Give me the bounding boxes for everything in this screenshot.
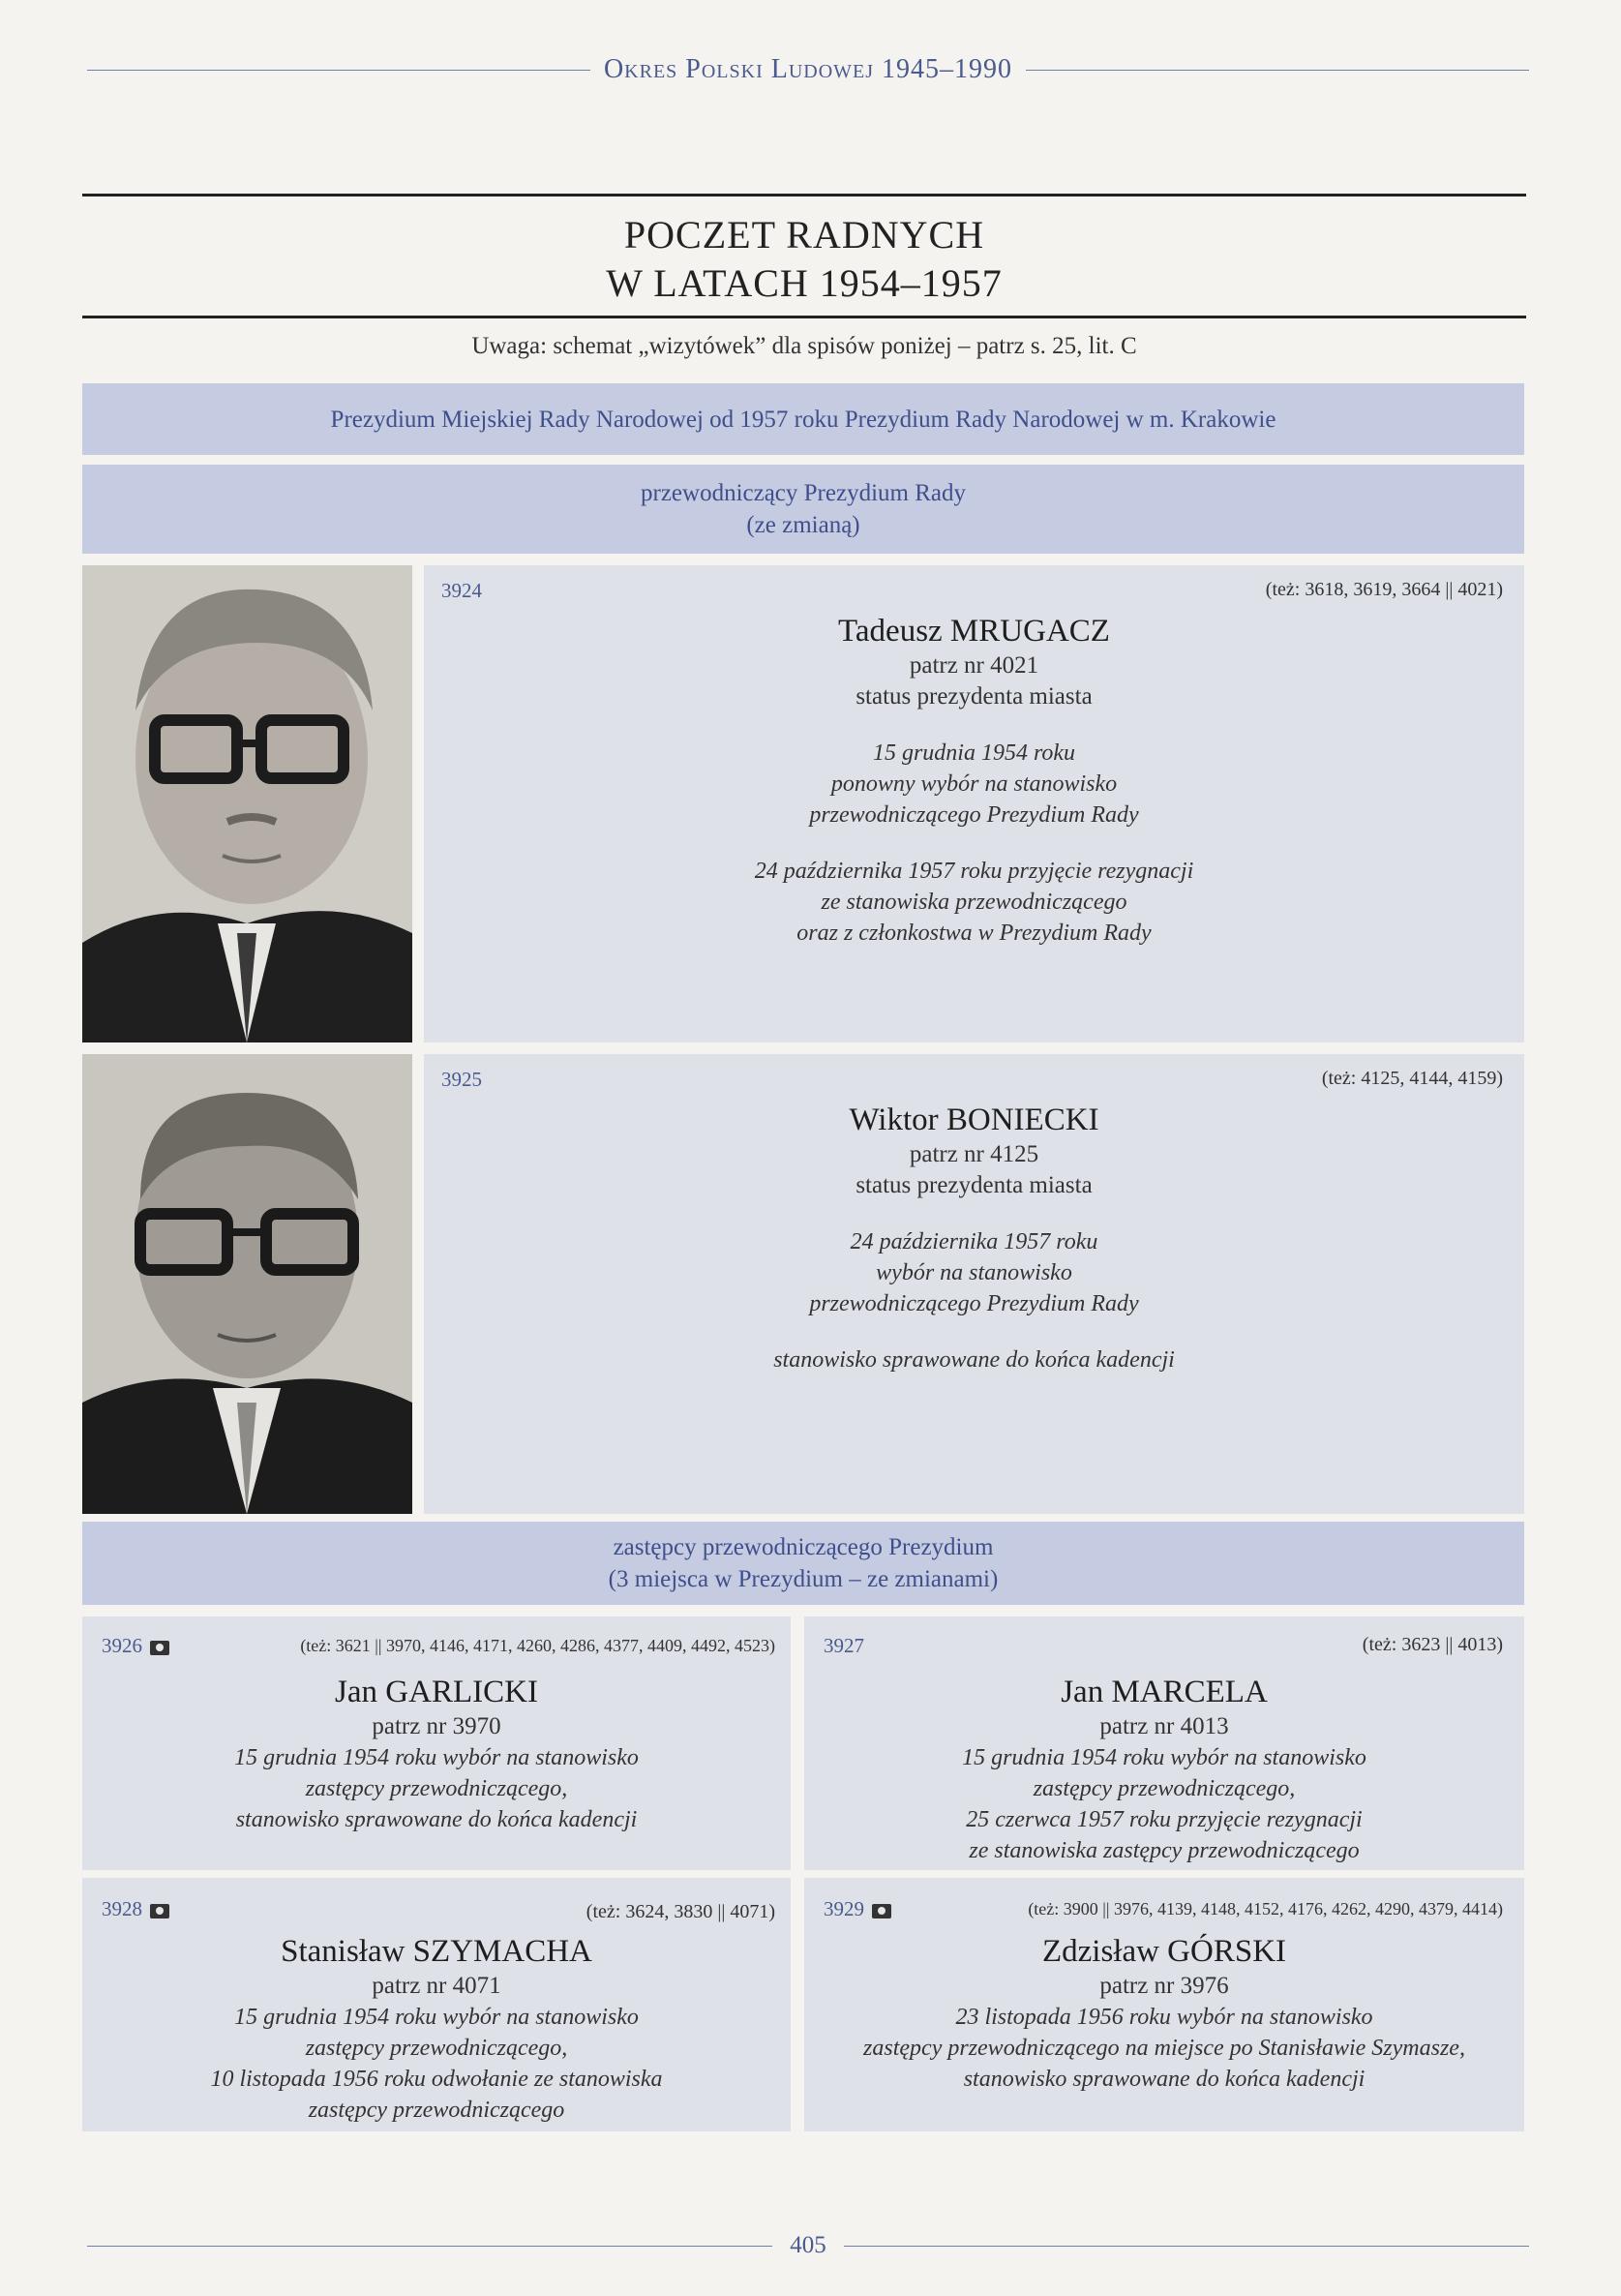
event-line: 24 października 1957 roku (850, 1229, 1098, 1254)
portrait-photo-mrugacz (82, 565, 412, 1042)
event-line: 15 grudnia 1954 roku (872, 740, 1076, 766)
see-also-references: (też: 4125, 4144, 4159) (1321, 1068, 1503, 1089)
header-rule-right (1026, 70, 1529, 71)
camera-icon (150, 1641, 169, 1655)
entry-number: 3927 (824, 1634, 864, 1657)
entry-body (424, 1101, 1524, 1375)
event-line: 24 października 1957 roku przyjęcie rezygnacji (754, 859, 1194, 884)
entry-body (82, 1932, 791, 2126)
running-header (87, 50, 1529, 89)
camera-icon (150, 1904, 169, 1918)
event-line: 15 grudnia 1954 roku wybór na stanowisko (234, 1745, 639, 1770)
event-line: 15 grudnia 1954 roku wybór na stanowisko (234, 2005, 639, 2030)
see-also-references: (też: 3624, 3830 || 4071) (585, 1901, 775, 1922)
deputy-subsection-band (82, 1522, 1524, 1605)
deputy-card-3927 (804, 1616, 1524, 1870)
camera-icon (872, 1904, 891, 1918)
status-text: status prezydenta miasta (856, 1172, 1093, 1198)
entry-number: 3924 (441, 579, 482, 602)
chair-subsection-line-2: (ze zmianą) (746, 512, 860, 538)
schema-note: Uwaga: schemat „wizytówek” dla spisów poniżej – patrz s. 25, lit. C (471, 333, 1137, 359)
event-line: 15 grudnia 1954 roku wybór na stanowisko (962, 1745, 1366, 1770)
chair-card-3925 (424, 1054, 1524, 1514)
entry-number-with-photo-icon (102, 1897, 169, 1921)
cross-reference: patrz nr 4021 (909, 652, 1039, 679)
running-title: Okres Polski Ludowej 1945–1990 (603, 54, 1013, 84)
entry-number: 3929 (824, 1897, 864, 1920)
person-name: Wiktor BONIECKI (849, 1103, 1099, 1137)
status-text: status prezydenta miasta (856, 683, 1093, 710)
deputy-card-3926 (82, 1616, 791, 1870)
portrait-image (82, 1054, 412, 1514)
event-line: oraz z członkostwa w Prezydium Rady (796, 921, 1152, 946)
cross-reference: patrz nr 3970 (372, 1713, 501, 1739)
event-line: przewodniczącego Prezydium Rady (809, 802, 1139, 828)
deputy-card-3929 (804, 1878, 1524, 2131)
page-title (82, 211, 1526, 308)
event-line: 10 listopada 1956 roku odwołanie ze stanowiska (210, 2067, 663, 2092)
event-line: 23 listopada 1956 roku wybór na stanowisko (955, 2005, 1373, 2030)
section-title: Prezydium Miejskiej Rady Narodowej od 1957 roku Prezydium Rady Narodowej w m. Krakowie (330, 406, 1276, 433)
event-line: stanowisko sprawowane do końca kadencji (963, 2067, 1366, 2092)
event-line: wybór na stanowisko (876, 1260, 1072, 1285)
page-footer (87, 2226, 1529, 2265)
title-line-1: POCZET RADNYCH (623, 213, 985, 257)
entry-body (804, 1932, 1524, 2095)
event-line: ponowny wybór na stanowisko (830, 771, 1118, 797)
see-also-references: (też: 3623 || 4013) (1362, 1634, 1503, 1655)
event-line: zastępcy przewodniczącego, (305, 2036, 568, 2061)
deputy-subsection-line-1: zastępcy przewodniczącego Prezydium (613, 1534, 994, 1560)
title-rule-bottom (82, 316, 1526, 318)
footer-rule-left (87, 2246, 772, 2247)
entry-number: 3925 (441, 1068, 482, 1091)
person-name: Zdzisław GÓRSKI (1041, 1934, 1287, 1969)
person-name: Jan GARLICKI (335, 1675, 538, 1709)
cross-reference: patrz nr 3976 (1099, 1973, 1229, 1999)
event-line: przewodniczącego Prezydium Rady (809, 1291, 1139, 1316)
event-line: stanowisko sprawowane do końca kadencji (773, 1347, 1175, 1373)
portrait-image (82, 565, 412, 1042)
footer-rule-right (844, 2246, 1529, 2247)
person-name: Tadeusz MRUGACZ (838, 614, 1110, 649)
event-line: ze stanowiska przewodniczącego (821, 890, 1127, 915)
entry-body (82, 1673, 791, 1835)
section-band (82, 383, 1524, 455)
cross-reference: patrz nr 4071 (372, 1973, 501, 1999)
entry-number-with-photo-icon (102, 1634, 169, 1658)
event-line: zastępcy przewodniczącego, (305, 1776, 568, 1801)
event-line: stanowisko sprawowane do końca kadencji (235, 1807, 638, 1832)
event-line: 25 czerwca 1957 roku przyjęcie rezygnacji (966, 1807, 1363, 1832)
entry-number: 3926 (102, 1634, 142, 1657)
event-line: zastępcy przewodniczącego (308, 2098, 565, 2123)
title-line-2: W LATACH 1954–1957 (606, 261, 1003, 305)
title-rule-top (82, 194, 1526, 196)
entry-number: 3928 (102, 1897, 142, 1920)
entry-body (804, 1673, 1524, 1866)
event-line: zastępcy przewodniczącego na miejsce po Stanisławie Szymasze, (863, 2036, 1465, 2061)
entry-number-with-photo-icon (824, 1897, 891, 1921)
deputy-subsection-line-2: (3 miejsca w Prezydium – ze zmianami) (608, 1566, 999, 1592)
chair-subsection-band (82, 465, 1524, 554)
portrait-photo-boniecki (82, 1054, 412, 1514)
see-also-references: (też: 3621 || 3970, 4146, 4171, 4260, 4286, 4377, 4409, 4492, 4523) (300, 1636, 775, 1655)
see-also-references: (też: 3618, 3619, 3664 || 4021) (1265, 579, 1503, 600)
person-name: Jan MARCELA (1061, 1675, 1268, 1709)
entry-body (424, 612, 1524, 949)
see-also-references: (też: 3900 || 3976, 4139, 4148, 4152, 4176, 4262, 4290, 4379, 4414) (1028, 1899, 1503, 1918)
cross-reference: patrz nr 4013 (1099, 1713, 1229, 1739)
cross-reference: patrz nr 4125 (909, 1141, 1039, 1167)
chair-card-3924 (424, 565, 1524, 1042)
deputy-card-3928 (82, 1878, 791, 2131)
header-rule-left (87, 70, 590, 71)
event-line: ze stanowiska zastępcy przewodniczącego (969, 1838, 1360, 1863)
page-number: 405 (790, 2232, 826, 2258)
chair-subsection-line-1: przewodniczący Prezydium Rady (641, 480, 966, 506)
event-line: zastępcy przewodniczącego, (1033, 1776, 1296, 1801)
person-name: Stanisław SZYMACHA (281, 1934, 592, 1969)
